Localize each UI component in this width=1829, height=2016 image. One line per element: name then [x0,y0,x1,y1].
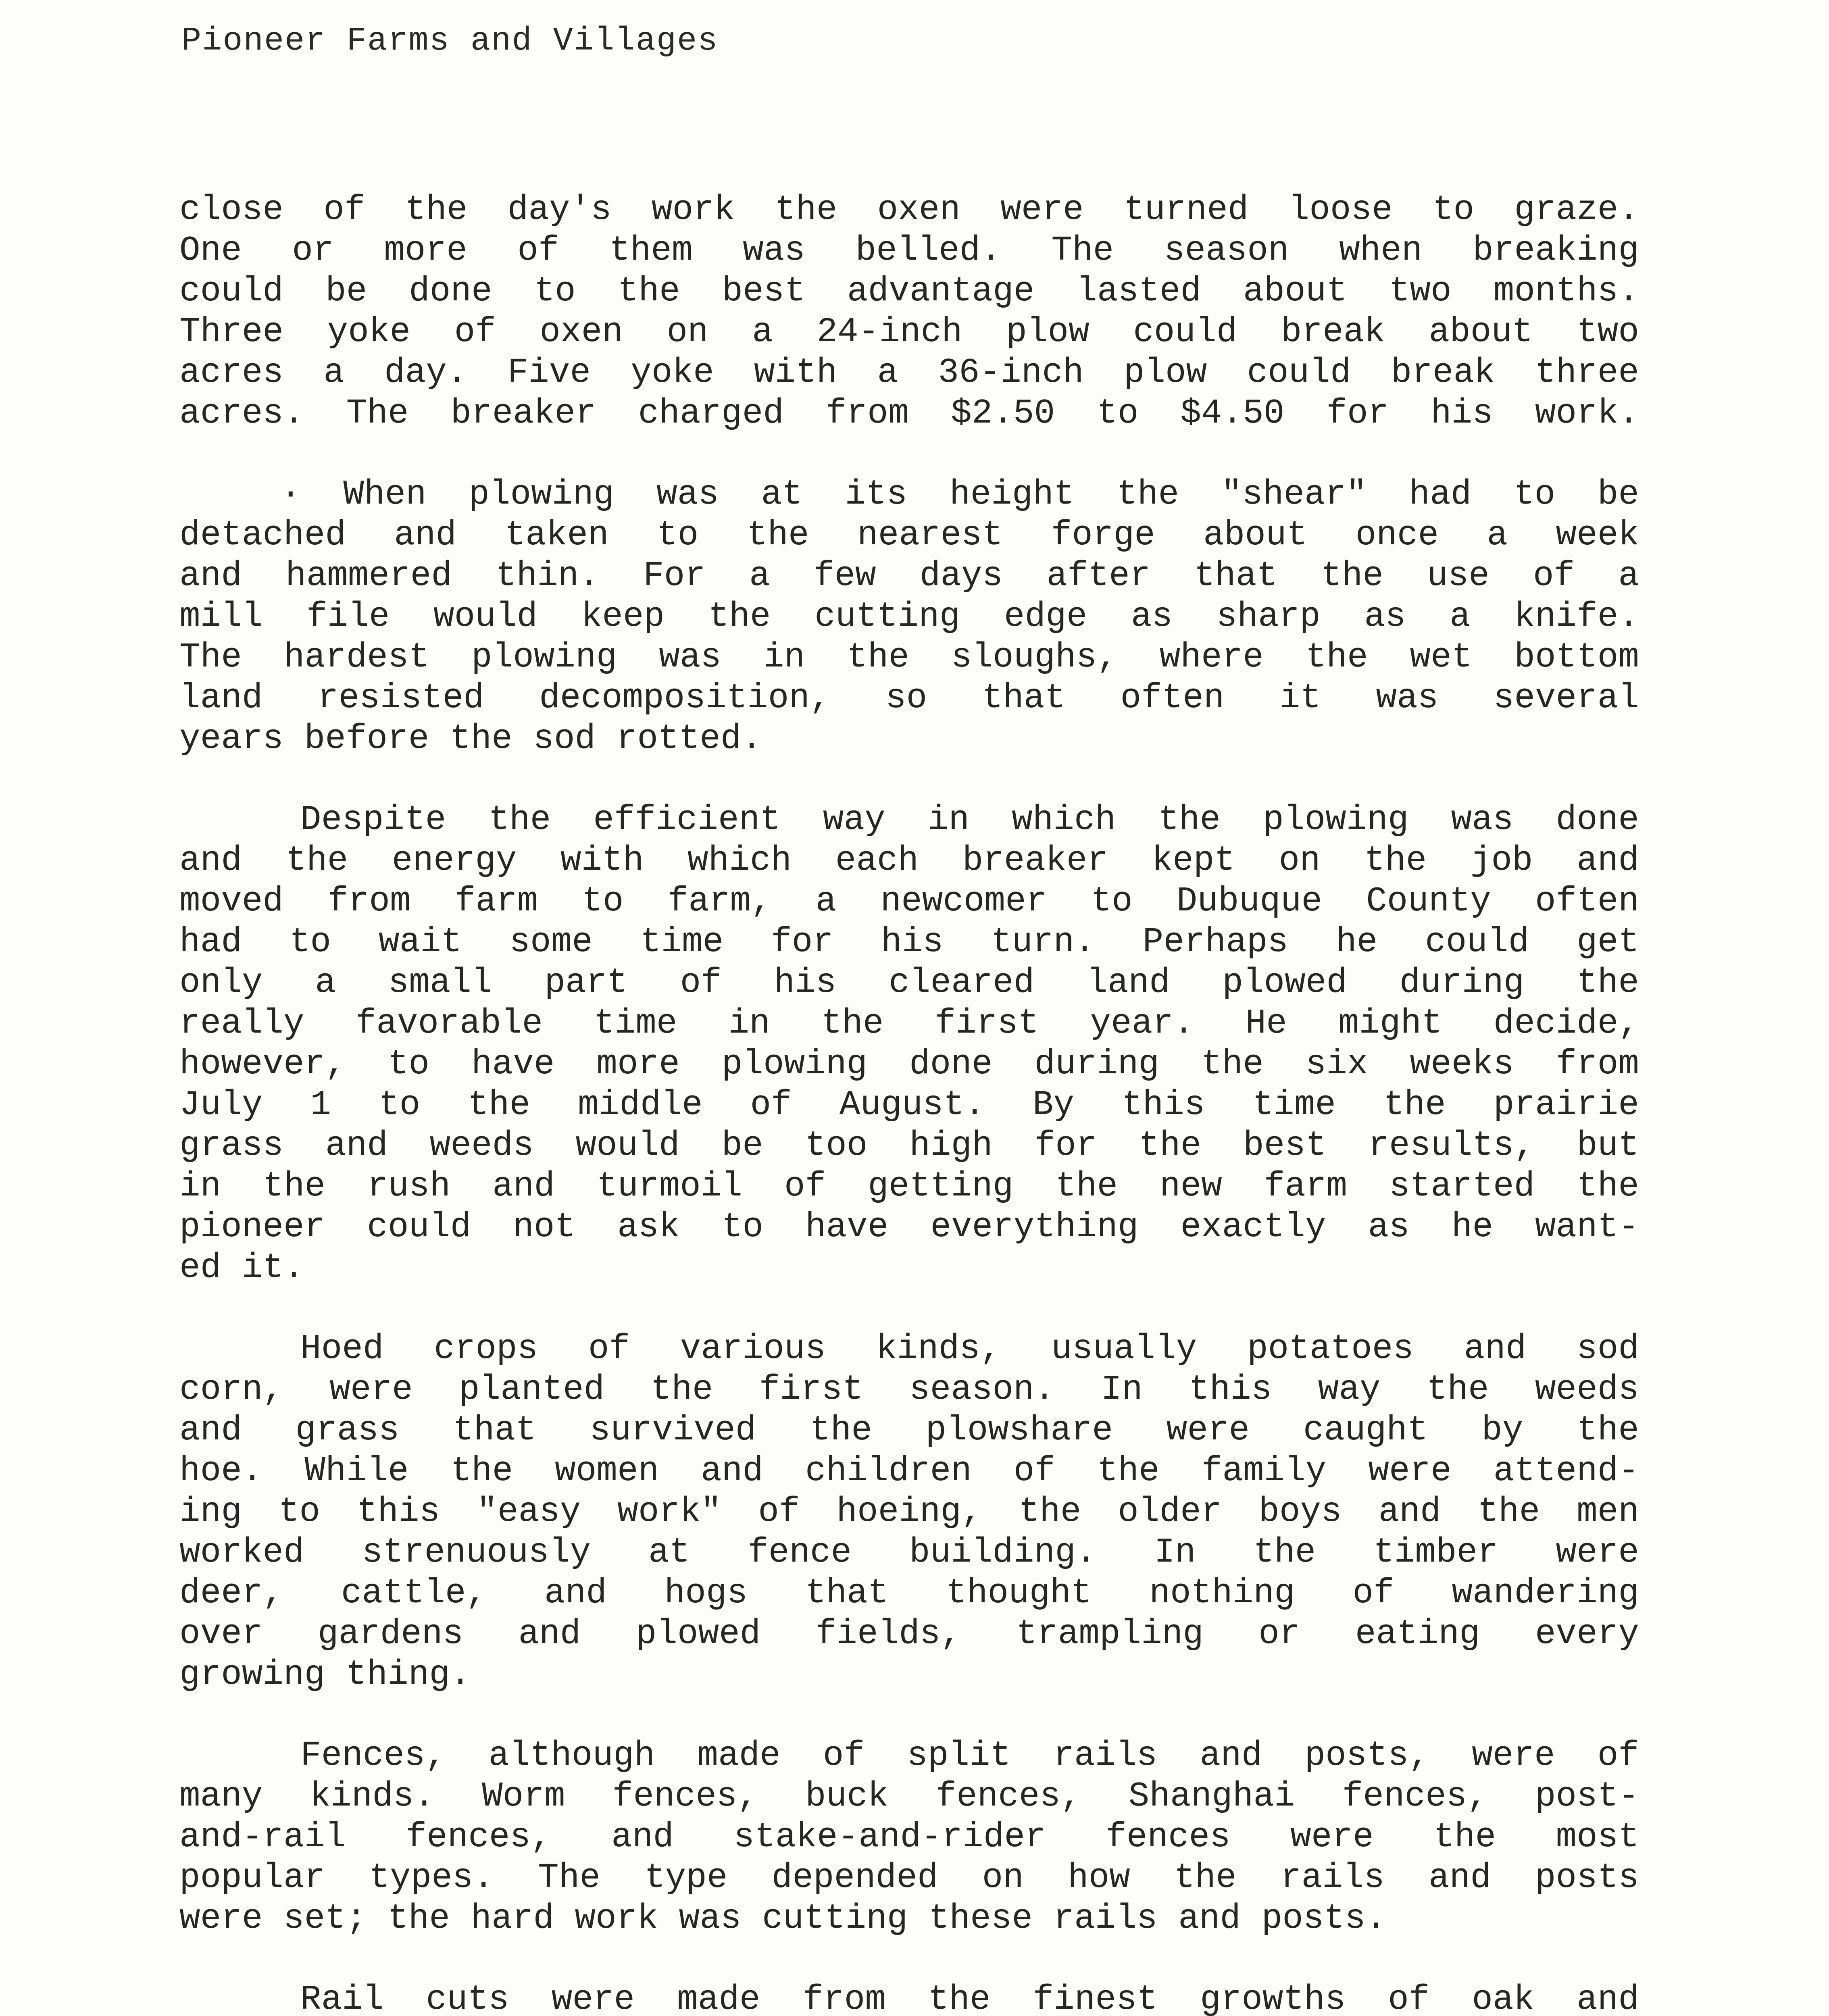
text-line: Hoed crops of various kinds, usually potatoes and sod [300,1329,1639,1368]
text-line: ed it. [179,1248,304,1287]
paragraph [179,800,1639,1288]
text-line: and-rail fences, and stake-and-rider fences were the most [179,1817,1639,1857]
text-line: growing thing. [179,1655,471,1694]
text-line: over gardens and plowed fields, trampling or eating every [179,1614,1639,1654]
text-line: ing to this "easy work" of hoeing, the older boys and the men [179,1492,1639,1531]
text-line: close of the day's work the oxen were turned loose to graze. [179,190,1639,229]
paragraph [179,1329,1639,1695]
text-line: could be done to the best advantage lasted about two months. [179,271,1639,311]
paragraph [179,1735,1639,1939]
text-line: acres a day. Five yoke with a 36-inch plow could break three [179,353,1639,392]
text-line: Rail cuts were made from the finest growths of oak and [300,1980,1639,2016]
text-line: had to wait some time for his turn. Perhaps he could get [179,922,1639,962]
text-line: moved from farm to farm, a newcomer to Dubuque County often [179,881,1639,921]
text-line: years before the sod rotted. [179,719,762,758]
text-line: and grass that survived the plowshare were caught by the [179,1410,1639,1450]
paragraph [179,1979,1639,2016]
text-line: The hardest plowing was in the sloughs, where the wet bottom [179,637,1639,677]
text-line: mill file would keep the cutting edge as sharp as a knife. [179,597,1639,636]
text-line: however, to have more plowing done during the six weeks from [179,1044,1639,1084]
text-line: detached and taken to the nearest forge about once a week [179,515,1639,555]
text-line: pioneer could not ask to have everything exactly as he want- [179,1207,1639,1247]
text-line: grass and weeds would be too high for the best results, but [179,1126,1639,1165]
body-text [179,190,1639,2016]
text-line: worked strenuously at fence building. In the timber were [179,1533,1639,1572]
text-line: acres. The breaker charged from $2.50 to $4.50 for his work. [179,394,1639,433]
text-line: Three yoke of oxen on a 24-inch plow could break about two [179,312,1639,352]
text-line: only a small part of his cleared land plowed during the [179,963,1639,1002]
text-line: · When plowing was at its height the "shear" had to be [280,475,1639,514]
text-line: in the rush and turmoil of getting the new farm started the [179,1166,1639,1206]
text-line: corn, were planted the first season. In this way the weeds [179,1370,1639,1409]
text-line: Fences, although made of split rails and posts, were of [300,1736,1639,1775]
text-line: July 1 to the middle of August. By this time the prairie [179,1085,1639,1125]
text-line: were set; the hard work was cutting these rails and posts. [179,1899,1387,1938]
paragraph [179,190,1639,434]
text-line: deer, cattle, and hogs that thought nothing of wandering [179,1573,1639,1613]
text-line: many kinds. Worm fences, buck fences, Shanghai fences, post- [179,1776,1639,1816]
text-line: land resisted decomposition, so that often it was several [179,678,1639,718]
text-line: really favorable time in the first year. He might decide, [179,1004,1639,1043]
text-line: and hammered thin. For a few days after that the use of a [179,556,1639,596]
paragraph [179,474,1639,759]
text-line: and the energy with which each breaker kept on the job and [179,841,1639,880]
text-line: popular types. The type depended on how the rails and posts [179,1858,1639,1897]
text-line: hoe. While the women and children of the family were attend- [179,1451,1639,1491]
text-line: Despite the efficient way in which the plowing was done [300,800,1639,839]
text-line: One or more of them was belled. The season when breaking [179,231,1639,270]
running-title: Pioneer Farms and Villages [181,22,719,60]
